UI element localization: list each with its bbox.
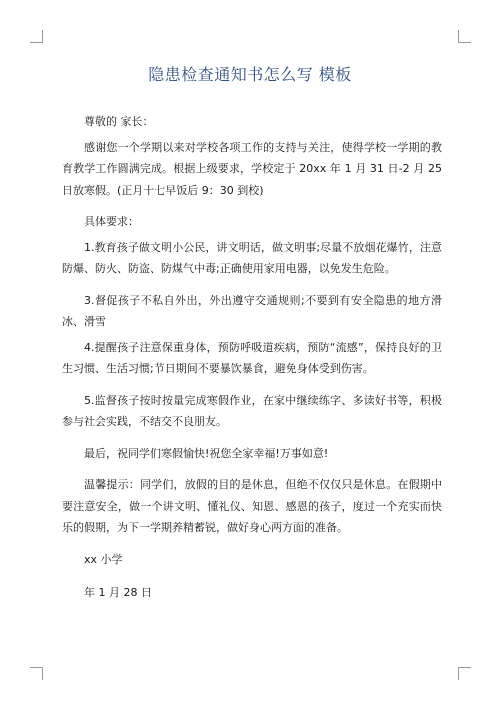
signature: xx 小学 (84, 552, 123, 566)
page-corner-mark-top-right (458, 30, 471, 43)
document-body (62, 111, 442, 614)
requirement-item: 3.督促孩子不私自外出，外出遵守交通规则;不要到有安全隐患的地方滑冰、滑雪 (62, 293, 442, 328)
requirements-heading: 具体要求： (84, 215, 139, 228)
document-date: 年 1 月 28 日 (84, 586, 152, 599)
greeting: 尊敬的 家长： (84, 115, 154, 128)
requirement-item: 4.提醒孩子注意保重身体，预防呼吸道疾病，预防“流感”，保持良好的卫生习惯、生活习惯;节日期间不要暴饮暴食，避免身体受到伤害。 (62, 340, 442, 375)
page-corner-mark-top-left (30, 30, 43, 43)
page-corner-mark-bottom-left (30, 667, 43, 680)
page-corner-mark-bottom-right (458, 667, 471, 680)
closing-wishes: 最后，祝同学们寒假愉快!祝您全家幸福!万事如意! (84, 446, 329, 460)
reminder-paragraph: 温馨提示：同学们，放假的目的是休息，但绝不仅仅只是休息。在假期中要注意安全，做一个讲文明、懂礼仪、知恩、感恩的孩子，度过一个充实而快乐的假期，为下一学期养精蓄锐，做好身心两方面的准备。 (62, 478, 442, 534)
requirement-item: 1.教育孩子做文明小公民，讲文明话，做文明事;尽量不放烟花爆竹，注意防爆、防火、防盗、防煤气中毒;正确使用家用电器，以免发生危险。 (62, 240, 442, 275)
requirement-item: 5.监督孩子按时按量完成寒假作业，在家中继续练字、多读好书等，积极参与社会实践，不结交不良朋友。 (62, 393, 442, 428)
document-title: 隐患检查通知书怎么写 模板 (148, 65, 352, 84)
intro-paragraph: 感谢您一个学期以来对学校各项工作的支持与关注，使得学校一学期的教育教学工作圆满完成。根据上级要求，学校定于 20xx 年 1 月 31 日-2 月 25 日放寒假。(正月十七早饭后 9：30 到校) (62, 140, 442, 197)
